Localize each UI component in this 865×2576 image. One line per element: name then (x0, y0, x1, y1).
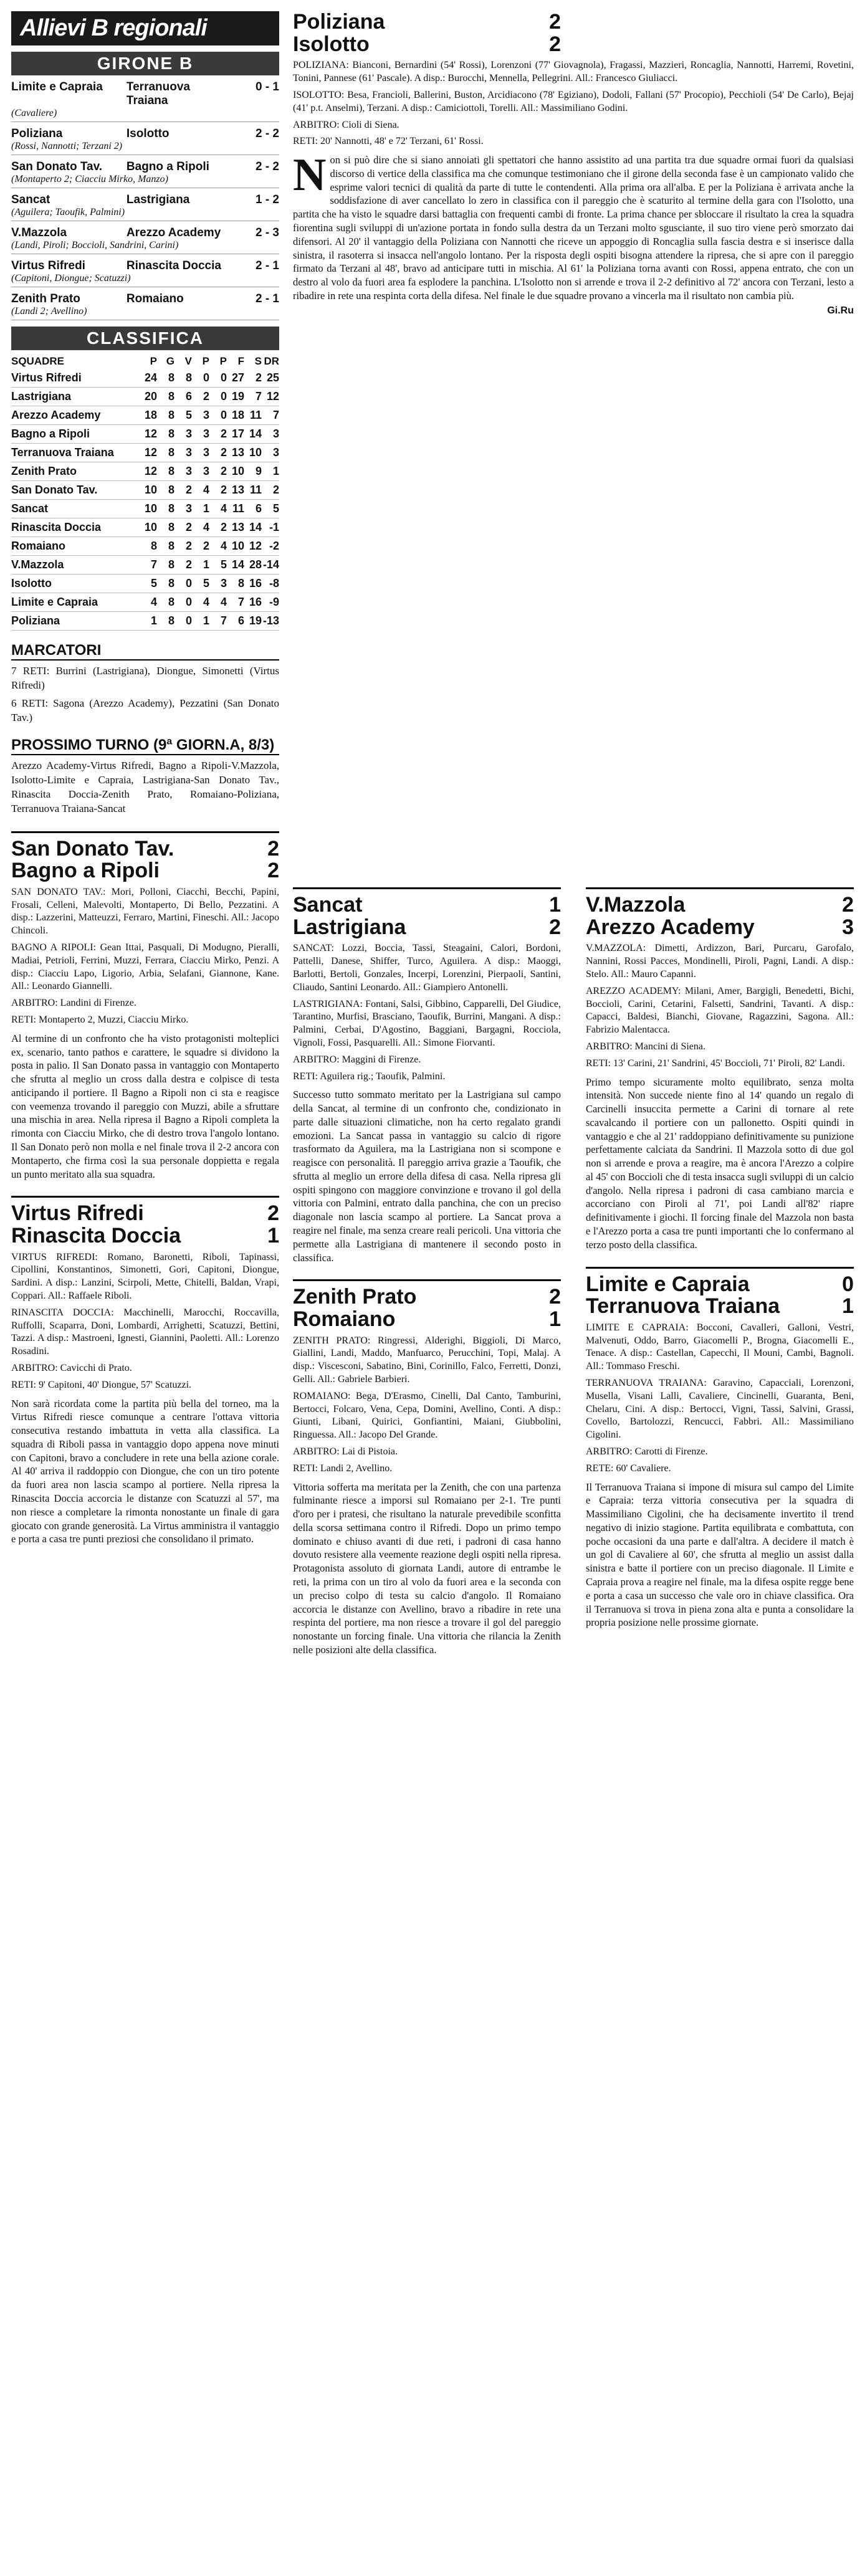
stat-cell: 10 (140, 500, 157, 518)
stat-cell: 5 (192, 575, 209, 593)
stat-cell: 11 (227, 500, 244, 518)
lineup-home: POLIZIANA: Bianconi, Bernardini (54' Rossi), Lorenzoni (77' Giovagnola), Fragassi, Mazzieri, Roncaglia, Nannotti, Harremi, Rovetini, Tonini, Pannese (61' Pascale). A disp.: Burocchi, Mennella, Pellegrini. All.: Francesco Giuliacci. (293, 60, 854, 84)
lineup-away: BAGNO A RIPOLI: Gean Ittai, Pasquali, Di Modugno, Pieralli, Madiai, Petrioli, Ferrini, Muzzi, Ferrara, Ciacciu Mirko, Penzi. A disp.: Ciacciu Lapo, Ligorio, Arbia, Selafani, Giannone, Kane. All.: Leonardo Giannelli. (11, 942, 279, 992)
article-body: Il Terranuova Traiana si impone di misura sul campo del Limite e Capraia: terza vittoria consecutiva per la squadra di Massimiliano Cigolini, che ha decisamente invertito il trend negativo di inizio stagione. Partita equilibrata e combattuta, con poche occasioni da una parte e dall'altra. A decidere il match è un gol di Cavaliere al 60', che sfrutta al meglio un assist dalla sinistra e batte il portiere con un preciso diagonale. Il Limite e Capraia prova a reagire nel finale, ma la difesa ospite regge bene e porta a casa un successo che vale oro in chiave classifica. Ora il Terranuova si trova in piena zona alta e punta a consolidare la propria posizione nelle prossime giornate. (586, 1481, 854, 1629)
result-scorers: (Montaperto 2; Ciacciu Mirko, Manzo) (11, 174, 279, 188)
team-name: V.Mazzola (11, 556, 140, 575)
standings-col-header: F (237, 355, 244, 367)
lineup-home: ZENITH PRATO: Ringressi, Alderighi, Biggioli, Di Marco, Giallini, Landi, Maddo, Manfuarco, Perucchini, Topi, Malaj. A disp.: Viscesconi, Sabatino, Bini, Corinillo, Falco, Ferretti, Donzi, Gelli. All.: Gabriele Barbieri. (293, 1335, 561, 1385)
team-name: Sancat (11, 500, 140, 518)
article-body: N on si può dire che si siano annoiati gli spettatori che hanno assistito ad una partita tra due squadre ormai fuori da qualsiasi discorso di vertice della classifica ma che comunque testimoniano che il girone della seconda fase è un campionato valido che esprime valori tecnici di qualità da parte di tutte le contendenti. Alla prima ora all'alba. E per la Poliziana è arrivata anche la soddisfazione di aver cancellato lo zero in classifica con il pareggio che è scaturito al termine della gara con l'Isolotto, una partita che ha visto le squadre darsi battaglia con frequenti cambi di fronte. La prima chance per sbloccare il risultato la crea la squadra fiorentina sugli sviluppi di un'azione portata in fondo sulla destra da un Terzani molto sgusciante, il suo tiro viene però smorzato dai difensori. Al 20' il vantaggio della Poliziana con Nannotti che riceve un appoggio di Roncaglia sulla fascia destra e si inserisce dalla sinistra, il rasoterra si insacca nell'angolo lontano. Per la risposta degli ospiti bisogna attendere la ripresa, che si apre con il pareggio firmato da Terzani al 48', bravo ad anticipare tutti in mischia. Al 61' la Poliziana torna avanti con Rossi, appena entrato, che con un destro al volo da fuori area fa esplodere la panchina. L'Isolotto non si arrende e trova il 2-2 definitivo al 72' ancora con Terzani, lesto a ribadire in rete una respinta corta della difesa. Nel finale le due squadre provano a vincerla ma il risultato non cambia più. (293, 150, 854, 302)
stat-cell: 6 (227, 612, 244, 631)
stat-cell: 8 (157, 593, 174, 612)
stat-cell: 18 (227, 406, 244, 425)
home-team: Poliziana (11, 127, 63, 140)
match-article (11, 1196, 279, 1546)
article-body: Al termine di un confronto che ha visto protagonisti molteplici ex, scenario, tanto pathos e carattere, le squadre si dividono la posta in palio. Il San Donato passa in vantaggio con Montaperto che sfrutta al meglio un cross dalla destra e colpisce di testa anticipando il portiere. Il Bagno a Ripoli non ci sta e reagisce con veemenza trovando il pareggio con Muzzi, abile a sfruttare una mischia in area. Nella ripresa il Bagno a Ripoli completa la rimonta con Ciacciu Mirko, che di destro trova l'angolo lontano. Il San Donato però non molla e nel finale trova il 2-2 ancora con Montaperto, che firma così la sua personale doppietta e regala un punto meritato alla sua squadra. (11, 1032, 279, 1180)
stat-cell: 14 (227, 556, 244, 575)
referee: ARBITRO: Mancini di Siena. (586, 1041, 705, 1052)
lineup-away: TERRANUOVA TRAIANA: Garavino, Capacciali, Lorenzoni, Musella, Visani Lalli, Cavaliere, Cincinelli, Guaranta, Beni, Chelaru, Cini. A disp.: Bertocci, Vigni, Tassi, Salvini, Grassi, Covello, Bartolozzi, Rencucci, Fabbri. All.: Massimiliano Cigolini. (586, 1378, 854, 1441)
article-body: Vittoria sofferta ma meritata per la Zenith, che con una partenza fulminante riesce a imporsi sul Romaiano per 2-1. Tre punti d'oro per i pratesi, che risultano la naturale prevedibile sconfitta della scorsa settimana contro il Rifredi. Dopo un primo tempo dominato e chiuso avanti di due reti, i padroni di casa hanno dovuto resistere alla veemente reazione degli ospiti nella ripresa. Protagonista assoluto di giornata Landi, autore di entrambe le reti, la prima con un tiro al volo da fuori area e la seconda con un preciso colpo di testa su calcio d'angolo. Il Romaiano accorcia le distanze con Avellino, bravo a ribadire in rete una respinta del portiere, ma non riesce a trovare il gol del pareggio nonostante un forcing finale. Una vittoria che rilancia la Zenith nelle posizioni alte della classifica. (293, 1481, 561, 1656)
away-team: Romaiano (126, 292, 184, 305)
score: 2 - 1 (255, 259, 279, 272)
away-team: Arezzo Academy (126, 226, 221, 239)
match-away: Romaiano 1 (293, 1307, 561, 1331)
stat-cell: 3 (262, 425, 279, 444)
stat-cell: 7 (262, 406, 279, 425)
left-column (11, 11, 279, 1546)
stat-cell: 2 (174, 537, 192, 556)
stat-cell: 12 (244, 537, 262, 556)
team-name: Arezzo Academy (11, 406, 140, 425)
stat-cell: 12 (262, 388, 279, 406)
team-name: Romaiano (11, 537, 140, 556)
stat-cell: 4 (140, 593, 157, 612)
stat-cell: 8 (227, 575, 244, 593)
stat-cell: 8 (174, 369, 192, 388)
stat-cell: 10 (227, 462, 244, 481)
standings-row (11, 518, 279, 537)
stat-cell: 16 (244, 575, 262, 593)
stat-cell: 13 (227, 444, 244, 462)
stat-cell: 0 (174, 593, 192, 612)
match-home: Virtus Rifredi 2 (11, 1201, 279, 1226)
stat-cell: -9 (262, 593, 279, 612)
stat-cell: 5 (262, 500, 279, 518)
article-body: Non sarà ricordata come la partita più bella del torneo, ma la Virtus Rifredi riesce comunque a centrare l'ottava vittoria consecutiva restando imbattuta in vetta alla classifica. La squadra di Riboli passa in vantaggio dopo appena nove minuti con Capitoni, bravo a concludere in rete una bella azione corale. Al 40' arriva il raddoppio con Diongue, che con un tiro potente da fuori area non lascia scampo al portiere. Nella ripresa la Rinascita Doccia accorcia le distanze con Scatuzzi al 57', ma non riesce a completare la rimonta nonostante un finale di gara giocato con grande generosità. La Virtus amministra il vantaggio e porta a casa tre punti preziosi che consolidano il primato. (11, 1397, 279, 1545)
marcatori-line: 7 RETI: Burrini (Lastrigiana), Diongue, Simonetti (Virtus Rifredi) (11, 665, 279, 691)
standings-row (11, 406, 279, 425)
center-column (293, 872, 561, 1657)
stat-cell: 11 (244, 406, 262, 425)
lineup-home: V.MAZZOLA: Dimetti, Ardizzon, Bari, Purcaru, Garofalo, Nannini, Rossi Pacces, Mondinelli, Piroli, Pagni, Landi. A disp.: Stelo. All.: Mauro Capanni. (586, 943, 854, 980)
result-scorers: (Rossi, Nannotti; Terzani 2) (11, 141, 279, 155)
result-row (11, 127, 279, 141)
referee: ARBITRO: Maggini di Firenze. (293, 1054, 421, 1065)
stat-cell: 1 (192, 556, 209, 575)
match-away: Lastrigiana 2 (293, 915, 561, 939)
team-name: Bagno a Ripoli (11, 425, 140, 444)
referee: ARBITRO: Landini di Firenze. (11, 998, 136, 1009)
match-away: Rinascita Doccia 1 (11, 1223, 279, 1247)
stat-cell: 11 (244, 481, 262, 500)
stat-cell: 4 (192, 481, 209, 500)
stat-cell: 2 (262, 481, 279, 500)
home-team: Virtus Rifredi (11, 259, 85, 272)
standings-row (11, 444, 279, 462)
result-scorers: (Capitoni, Diongue; Scatuzzi) (11, 273, 279, 287)
stat-cell: 7 (140, 556, 157, 575)
stat-cell: 2 (192, 388, 209, 406)
stat-cell: 2 (209, 518, 227, 537)
result-row (11, 160, 279, 174)
stat-cell: 13 (227, 518, 244, 537)
standings-col-header: SQUADRE (11, 355, 65, 367)
stat-cell: 3 (174, 500, 192, 518)
stat-cell: 8 (157, 556, 174, 575)
stat-cell: 3 (174, 425, 192, 444)
stat-cell: 10 (140, 518, 157, 537)
stat-cell: 7 (209, 612, 227, 631)
stat-cell: 17 (227, 425, 244, 444)
match-article (293, 887, 561, 1264)
standings-row (11, 369, 279, 388)
stat-cell: 2 (174, 556, 192, 575)
stat-cell: 2 (174, 518, 192, 537)
stat-cell: 10 (227, 537, 244, 556)
standings-row (11, 388, 279, 406)
lineup-home: VIRTUS RIFREDI: Romano, Baronetti, Riboli, Tapinassi, Cipollini, Konstantinos, Simonetti, Gori, Capitoni, Diongue, Sardini. A disp.: Lanzini, Scirpoli, Mette, Chitelli, Baldan, Vrapi, Coppari. All.: Raffaele Riboli. (11, 1251, 279, 1302)
stat-cell: 27 (227, 369, 244, 388)
score: 2 - 1 (255, 292, 279, 305)
stat-cell: 8 (157, 481, 174, 500)
stat-cell: 4 (192, 593, 209, 612)
result-row (11, 259, 279, 273)
standings-row (11, 481, 279, 500)
stat-cell: 5 (140, 575, 157, 593)
standings-table (11, 354, 279, 631)
team-name: Rinascita Doccia (11, 518, 140, 537)
stat-cell: 3 (192, 425, 209, 444)
stat-cell: 2 (209, 462, 227, 481)
referee: ARBITRO: Lai di Pistoia. (293, 1446, 398, 1457)
result-scorers: (Landi 2; Avellino) (11, 306, 279, 320)
stat-cell: 1 (192, 500, 209, 518)
lineup-home: SANCAT: Lozzi, Boccia, Tassi, Steagaini, Calori, Bordoni, Pattelli, Danese, Shiffer, Turco, Aguilera. A disp.: Maoggi, Barlotti, Bertoli, Gonzales, Incerpi, Lorenzini, Pierpaoli, Santini, Cliaudo, Santini Leonardo. All.: Giampiero Antonelli. (293, 943, 561, 993)
stat-cell: 8 (157, 425, 174, 444)
result-scorers: (Cavaliere) (11, 108, 279, 122)
home-team: V.Mazzola (11, 226, 67, 239)
standings-col-header: S (254, 355, 262, 367)
stat-cell: 8 (157, 388, 174, 406)
standings-col-header: P (150, 355, 157, 367)
lineup-away: LASTRIGIANA: Fontani, Salsi, Gibbino, Capparelli, Del Giudice, Tarantino, Murfisi, Brasciano, Taoufik, Burrini, Mangani. A disp.: Palmini, Cerbai, D'Agostino, Baggiani, Bargagni, Rocciola, Vignoli, Fossi, Pasquarelli. All.: Simone Fiorvanti. (293, 998, 561, 1048)
stat-cell: 16 (244, 593, 262, 612)
stat-cell: 19 (244, 612, 262, 631)
home-team: Zenith Prato (11, 292, 80, 305)
home-team: Limite e Capraia (11, 80, 103, 93)
lineup-away: AREZZO ACADEMY: Milani, Amer, Bargigli, Benedetti, Bichi, Boccioli, Carini, Cetarini, Falsetti, Sandrini, Tavanti. A disp.: Capacci, Baldesi, Bianchi, Giovane, Ragazzini, Sagona. All.: Fabrizio Malentacca. (586, 985, 854, 1036)
result-row (11, 226, 279, 240)
stat-cell: 12 (140, 444, 157, 462)
referee: ARBITRO: Cioli di Siena. (293, 119, 399, 130)
standings-header-row (11, 354, 279, 369)
stat-cell: 8 (140, 537, 157, 556)
standings-row (11, 593, 279, 612)
marcatori-title: MARCATORI (11, 642, 279, 661)
lineup-away: ISOLOTTO: Besa, Francioli, Ballerini, Buston, Arcidiacono (78' Egiziano), Dodoli, Fallani (57' Procopio), Pecchioli (54' De Carlo), Bejaj (41' p.t. Anselmi), Terzani. A disp.: Camiciottoli, Torelli. All.: Massimiliano Godini. (293, 89, 854, 113)
results-list (11, 80, 279, 320)
stat-cell: 1 (262, 462, 279, 481)
standings-col-header: G (166, 355, 174, 367)
team-name: Limite e Capraia (11, 593, 140, 612)
stat-cell: 12 (140, 462, 157, 481)
drop-cap: N (293, 150, 327, 201)
stat-cell: 0 (192, 369, 209, 388)
stat-cell: 0 (174, 612, 192, 631)
result-scorers: (Landi, Piroli; Boccioli, Sandrini, Carini) (11, 240, 279, 254)
result-row (11, 292, 279, 306)
marcatori-line: 6 RETI: Sagona (Arezzo Academy), Pezzatini (San Donato Tav.) (11, 697, 279, 723)
stat-cell: 7 (244, 388, 262, 406)
stat-cell: 8 (157, 537, 174, 556)
match-article (586, 1267, 854, 1630)
stat-cell: 8 (157, 444, 174, 462)
team-name: Terranuova Traiana (11, 444, 140, 462)
goals: RETI: 13' Carini, 21' Sandrini, 45' Boccioli, 71' Piroli, 82' Landi. (586, 1057, 845, 1069)
result-row (11, 80, 279, 108)
match-article (11, 831, 279, 1181)
stat-cell: 3 (174, 444, 192, 462)
stat-cell: 0 (209, 388, 227, 406)
score: 0 - 1 (255, 80, 279, 93)
stat-cell: 8 (157, 518, 174, 537)
lineup-away: ROMAIANO: Bega, D'Erasmo, Cinelli, Dal Canto, Tamburini, Bertocci, Folcaro, Vena, Cepa, Domini, Avellino, Conti. A disp.: Giunti, Libani, Quirici, Gonfiantini, Maiani, Giubbolini, Ringuessa. All.: Jacopo Del Grande. (293, 1390, 561, 1441)
standings-col-header: V (184, 355, 192, 367)
next-round-title: PROSSIMO TURNO (9ª GIORN.A, 8/3) (11, 737, 279, 755)
away-team: Rinascita Doccia (126, 259, 221, 272)
away-team: Bagno a Ripoli (126, 160, 209, 173)
standings-col-header: P (202, 355, 209, 367)
standings-title: CLASSIFICA (11, 327, 279, 350)
away-team: Terranuova Traiana (126, 80, 190, 107)
goals: RETE: 60' Cavaliere. (586, 1462, 671, 1474)
stat-cell: 1 (140, 612, 157, 631)
section-banner: Allievi B regionali (11, 11, 279, 45)
standings-row (11, 425, 279, 444)
lineup-away: RINASCITA DOCCIA: Macchinelli, Marocchi, Roccavilla, Ruffolli, Scaparra, Doni, Lombardi, Arrighetti, Scatuzzi, Bettini, Tazzi. A disp.: Mastroeni, Ignesti, Giannini, Paoletti. All.: Lorenzo Rosadini. (11, 1307, 279, 1357)
standings-col-header: DR (264, 355, 279, 367)
stat-cell: 6 (244, 500, 262, 518)
article-body: Successo tutto sommato meritato per la Lastrigiana sul campo della Sancat, al termine di un confronto che, condizionato in parte dalle situazioni climatiche, non ha certo regalato grandi emozioni. La Sancat passa in vantaggio su calcio di rigore trasformato da Aguilera, ma la Lastrigiana non si scompone e reagisce con personalità. Il pareggio arriva grazie a Taoufik, che sfrutta al meglio un errore della difesa di casa. Nella ripresa gli ospiti spingono con maggiore convinzione e trovano il gol della vittoria con Palmini, entrato dalla panchina, che con un preciso diagonale non lascia scampo al portiere. La Sancat prova a reagire nel finale, ma senza creare reali pericoli. Una vittoria che permette alla Lastrigiana di mantenere il secondo posto in classifica. (293, 1089, 561, 1264)
home-team: Sancat (11, 193, 50, 206)
standings-col-header: P (219, 355, 227, 367)
goals: RETI: Montaperto 2, Muzzi, Ciacciu Mirko. (11, 1014, 189, 1026)
group-title: GIRONE B (11, 52, 279, 75)
stat-cell: 28 (244, 556, 262, 575)
stat-cell: 2 (244, 369, 262, 388)
stat-cell: 12 (140, 425, 157, 444)
referee: ARBITRO: Cavicchi di Prato. (11, 1363, 132, 1374)
referee: ARBITRO: Carotti di Firenze. (586, 1446, 708, 1457)
lineup-home: SAN DONATO TAV.: Mori, Polloni, Ciacchi, Becchi, Papini, Frosali, Celleni, Malevolti, Montaperto, Di Bello, Pezzatini. A disp.: Lazzerini, Matteuzzi, Ferraro, Martini, Fineschi. All.: Jacopo Chincoli. (11, 886, 279, 937)
stat-cell: -8 (262, 575, 279, 593)
stat-cell: 2 (192, 537, 209, 556)
score: 2 - 2 (255, 127, 279, 140)
standings-row (11, 556, 279, 575)
team-name: San Donato Tav. (11, 481, 140, 500)
stat-cell: 6 (174, 388, 192, 406)
stat-cell: 8 (157, 575, 174, 593)
stat-cell: 8 (157, 369, 174, 388)
stat-cell: -1 (262, 518, 279, 537)
stat-cell: 2 (174, 481, 192, 500)
stat-cell: 19 (227, 388, 244, 406)
stat-cell: 4 (209, 537, 227, 556)
stat-cell: -14 (262, 556, 279, 575)
team-name: Virtus Rifredi (11, 369, 140, 388)
stat-cell: 3 (192, 444, 209, 462)
standings-row (11, 462, 279, 481)
standings-body (11, 369, 279, 631)
stat-cell: 8 (157, 462, 174, 481)
team-name: Zenith Prato (11, 462, 140, 481)
stat-cell: 4 (209, 500, 227, 518)
away-team: Isolotto (126, 127, 170, 140)
stat-cell: 0 (209, 369, 227, 388)
team-name: Poliziana (11, 612, 140, 631)
match-home: San Donato Tav. 2 (11, 836, 279, 861)
standings-row (11, 575, 279, 593)
result-row (11, 193, 279, 207)
stat-cell: 2 (209, 444, 227, 462)
stat-cell: 3 (262, 444, 279, 462)
author-signature: Gi.Ru (827, 305, 854, 316)
stat-cell: 10 (140, 481, 157, 500)
article-body: Primo tempo sicuramente molto equilibrato, senza molta intensità. Non succede niente fino al 14' quando un regalo di Carcinelli insuccita permette a Carini di tornare al rete scavalcando il portiere con un pallonetto. Ospiti quindi in vantaggio e che al 21' raddoppiano definitivamente su punizione perfettamente calciata da Sandrini. Il Mazzola sotto di due gol non si arrende e prova a reagire, ma è ancora l'Arezzo a colpire al 45' con Boccioli che di testa insacca sugli sviluppi di un calcio d'angolo. Nella ripresa i padroni di casa cambiano marcia e accorciano con Piroli al 71', poi Landi all'82' riapre definitivamente i giochi. Il forcing finale del Mazzola non basta e l'Arezzo porta a casa tre punti importanti che lo confermano al terzo posto della classifica. (586, 1076, 854, 1251)
stat-cell: 5 (174, 406, 192, 425)
stat-cell: 3 (192, 406, 209, 425)
stat-cell: 3 (192, 462, 209, 481)
next-round-text: Arezzo Academy-Virtus Rifredi, Bagno a Ripoli-V.Mazzola, Isolotto-Limite e Capraia, Lastrigiana-San Donato Tav., Rinascita Doccia-Zenith Prato, Romaiano-Poliziana, Terranuova Traiana-Sancat (11, 759, 279, 814)
match-article (293, 1279, 561, 1656)
stat-cell: 14 (244, 518, 262, 537)
goals: RETI: Aguilera rig.; Taoufik, Palmini. (293, 1071, 446, 1082)
lineup-home: LIMITE E CAPRAIA: Bocconi, Cavalleri, Galloni, Vestri, Malvenuti, Oddo, Barro, Giacomelli P., Brogna, Giacomelli E., Tenace. A disp.: Castellan, Capecchi, Il Mouni, Cambi, Bagnoli. All.: Tommaso Freschi. (586, 1322, 854, 1372)
score: 2 - 3 (255, 226, 279, 239)
stat-cell: 14 (244, 425, 262, 444)
match-home: Limite e Capraia 0 (586, 1272, 854, 1296)
match-away: Isolotto 2 (293, 32, 561, 56)
goals: RETI: 20' Nannotti, 48' e 72' Terzani, 61' Rossi. (293, 136, 484, 147)
stat-cell: -13 (262, 612, 279, 631)
stat-cell: 0 (174, 575, 192, 593)
standings-row (11, 612, 279, 631)
standings-row (11, 537, 279, 556)
top-article (293, 11, 854, 317)
stat-cell: 7 (227, 593, 244, 612)
stat-cell: 13 (227, 481, 244, 500)
stat-cell: 4 (209, 593, 227, 612)
stat-cell: 8 (157, 500, 174, 518)
team-name: Lastrigiana (11, 388, 140, 406)
goals: RETI: Landi 2, Avellino. (293, 1462, 393, 1474)
stat-cell: 2 (209, 425, 227, 444)
right-column (586, 872, 854, 1629)
home-team: San Donato Tav. (11, 160, 103, 173)
match-home: Poliziana 2 (293, 10, 561, 34)
away-team: Lastrigiana (126, 193, 190, 206)
stat-cell: 9 (244, 462, 262, 481)
match-home: Sancat 1 (293, 893, 561, 917)
stat-cell: 0 (209, 406, 227, 425)
stat-cell: 1 (192, 612, 209, 631)
match-away: Terranuova Traiana 1 (586, 1294, 854, 1319)
match-home: Zenith Prato 2 (293, 1285, 561, 1309)
stat-cell: -2 (262, 537, 279, 556)
stat-cell: 8 (157, 406, 174, 425)
stat-cell: 3 (174, 462, 192, 481)
result-scorers: (Aguilera; Taoufik, Palmini) (11, 207, 279, 221)
team-name: Isolotto (11, 575, 140, 593)
match-home: V.Mazzola 2 (586, 893, 854, 917)
standings-row (11, 500, 279, 518)
stat-cell: 25 (262, 369, 279, 388)
match-article (586, 887, 854, 1252)
stat-cell: 5 (209, 556, 227, 575)
stat-cell: 20 (140, 388, 157, 406)
match-away: Bagno a Ripoli 2 (11, 859, 279, 883)
stat-cell: 18 (140, 406, 157, 425)
stat-cell: 2 (209, 481, 227, 500)
stat-cell: 3 (209, 575, 227, 593)
stat-cell: 10 (244, 444, 262, 462)
match-away: Arezzo Academy 3 (586, 915, 854, 939)
goals: RETI: 9' Capitoni, 40' Diongue, 57' Scatuzzi. (11, 1379, 192, 1390)
stat-cell: 8 (157, 612, 174, 631)
stat-cell: 4 (192, 518, 209, 537)
stat-cell: 24 (140, 369, 157, 388)
score: 2 - 2 (255, 160, 279, 173)
score: 1 - 2 (255, 193, 279, 206)
